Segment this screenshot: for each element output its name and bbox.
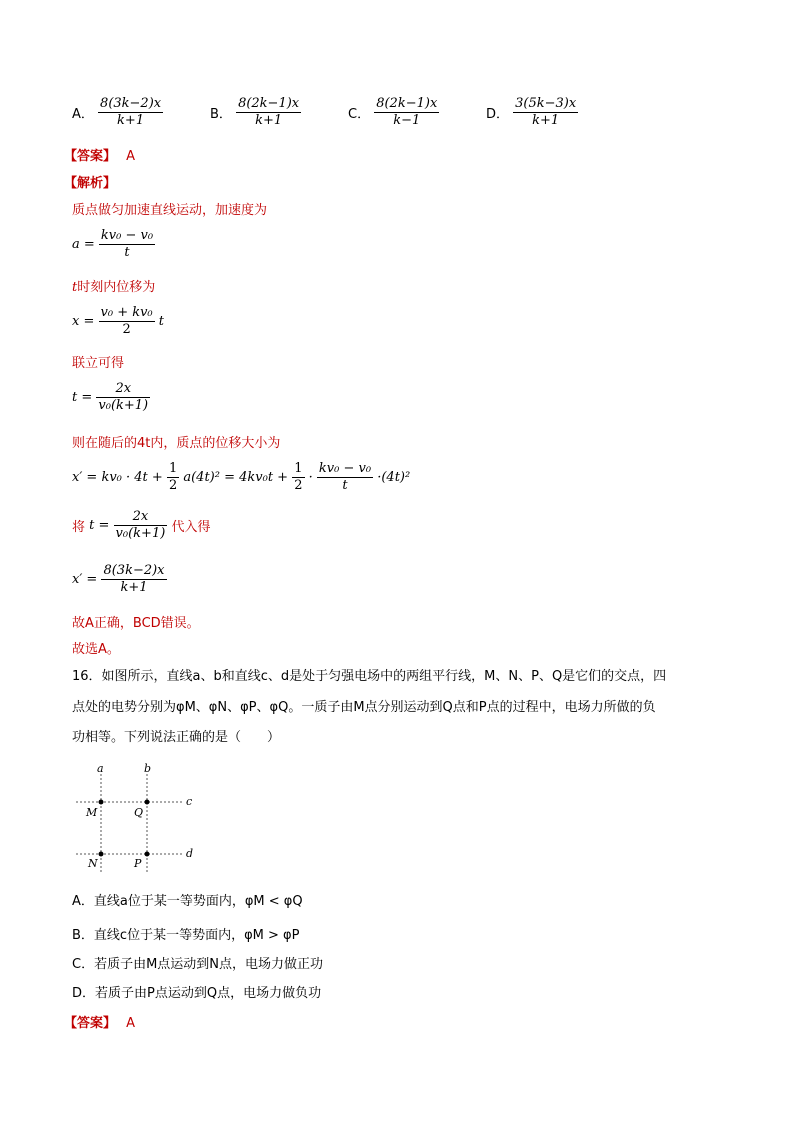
eq3-denominator: v₀(k+1) — [98, 398, 149, 413]
point-p — [145, 852, 150, 857]
equation-acceleration — [72, 228, 155, 261]
eq2-denominator: 2 — [99, 321, 155, 338]
eq2-fraction — [99, 305, 155, 338]
line5-pre: 将 — [72, 520, 86, 535]
eq4-half2-fraction — [292, 461, 304, 494]
eq1-numerator: kv₀ − v₀ — [100, 228, 154, 243]
line2-var: t — [72, 280, 78, 295]
parallel-lines-diagram — [70, 762, 200, 874]
question16-option-d: D．若质子由P点运动到Q点，电场力做负功 — [72, 986, 322, 1001]
line2-text: 时刻内位移为 — [77, 280, 156, 295]
line5-denominator: v₀(k+1) — [115, 526, 166, 541]
analysis-tag: 【解析】 — [64, 176, 117, 191]
analysis-line-7: 故选A。 — [72, 642, 120, 657]
analysis-line-6: 故A正确，BCD错误。 — [72, 616, 200, 631]
option-a-numerator: 8(3k−2)x — [100, 96, 162, 111]
label-n: N — [88, 857, 98, 870]
option-d-denominator: k+1 — [513, 112, 578, 129]
option-b-numerator: 8(2k−1)x — [238, 96, 300, 111]
eq4-half2-denominator: 2 — [294, 478, 303, 493]
equation-time — [72, 381, 150, 414]
equation-displacement — [72, 305, 164, 338]
option-a-fraction — [98, 96, 163, 129]
line5-post: 代入得 — [171, 520, 211, 535]
question16-option-a: A．直线a位于某一等势面内，φM < φQ — [72, 894, 303, 909]
eq1-fraction — [99, 228, 155, 261]
option-c — [348, 96, 439, 129]
label-m: M — [86, 806, 98, 819]
answer-line-2 — [64, 1012, 135, 1031]
eq6-fraction — [101, 563, 166, 596]
eq1-denominator: t — [99, 244, 155, 261]
equation-result — [72, 563, 167, 596]
option-d — [486, 96, 578, 129]
label-a: a — [97, 762, 104, 775]
analysis-line-1: 质点做匀加速直线运动，加速度为 — [72, 203, 268, 218]
answer2-tag: 【答案】 — [64, 1016, 117, 1031]
point-q — [145, 800, 150, 805]
line5-lhs: t = — [89, 518, 110, 533]
eq2-lhs: x = — [72, 314, 95, 329]
eq4-half-denominator: 2 — [168, 478, 178, 493]
question16-option-b: B．直线c位于某一等势面内，φM > φP — [72, 928, 300, 943]
question16-line-1: 16．如图所示，直线a、b和直线c、d是处于匀强电场中的两组平行线，M、N、P、Q是它们的交点，四 — [72, 669, 667, 684]
label-b: b — [144, 762, 152, 775]
line5-numerator: 2x — [132, 509, 149, 524]
eq4-half-fraction — [167, 461, 179, 494]
eq4-part-c: · — [308, 470, 313, 485]
answer2-value: A — [126, 1016, 136, 1031]
option-b-denominator: k+1 — [236, 112, 301, 129]
eq3-lhs: t = — [72, 390, 93, 405]
eq4-half2-numerator: 1 — [294, 461, 303, 476]
line5-fraction — [114, 509, 168, 542]
answer-line-1 — [64, 145, 135, 164]
eq1-lhs: a = — [72, 237, 95, 252]
analysis-line-3: 联立可得 — [72, 356, 125, 371]
option-d-numerator: 3(5k−3)x — [515, 96, 577, 111]
question16-line-2: 点处的电势分别为φM、φN、φP、φQ。一质子由M点分别运动到Q点和P点的过程中，电场力所做的负 — [72, 700, 656, 715]
analysis-line-4: 则在随后的4t内，质点的位移大小为 — [72, 436, 281, 451]
eq6-denominator: k+1 — [101, 579, 166, 596]
option-d-fraction — [513, 96, 578, 129]
eq2-numerator: v₀ + kv₀ — [100, 305, 153, 320]
option-b — [210, 96, 301, 129]
label-c: c — [186, 795, 193, 808]
eq4-part-a: x′ = kv₀ · 4t + — [72, 470, 163, 485]
eq4-accel-denominator: t — [317, 477, 373, 494]
question16-line-3: 功相等。下列说法正确的是（ ） — [72, 730, 281, 745]
answer-value: A — [126, 149, 136, 164]
eq3-numerator: 2x — [115, 381, 132, 396]
option-a-label: A． — [72, 107, 94, 122]
eq2-tail: t — [158, 314, 165, 329]
eq4-part-b: a(4t)² = 4kv₀t + — [183, 470, 289, 485]
label-d: d — [186, 847, 194, 860]
option-d-label: D． — [486, 107, 510, 122]
option-a-denominator: k+1 — [98, 112, 163, 129]
eq4-accel-numerator: kv₀ − v₀ — [318, 461, 372, 476]
eq4-accel-fraction — [317, 461, 373, 494]
question16-option-c: C．若质子由M点运动到N点，电场力做正功 — [72, 957, 324, 972]
eq4-part-d: ·(4t)² — [377, 470, 411, 485]
eq3-fraction — [96, 381, 150, 414]
point-n — [99, 852, 104, 857]
analysis-line-2 — [72, 276, 155, 295]
equation-displacement-4t — [72, 461, 410, 494]
option-b-label: B． — [210, 107, 232, 122]
point-m — [99, 800, 104, 805]
option-c-fraction — [374, 96, 439, 129]
option-b-fraction — [236, 96, 301, 129]
analysis-line-5 — [72, 509, 210, 542]
option-c-denominator: k−1 — [374, 112, 439, 129]
label-q: Q — [134, 806, 144, 819]
eq6-lhs: x′ = — [72, 572, 98, 587]
option-a — [72, 96, 163, 129]
option-c-label: C． — [348, 107, 371, 122]
eq6-numerator: 8(3k−2)x — [103, 563, 165, 578]
eq4-half-numerator: 1 — [168, 461, 178, 476]
option-c-numerator: 8(2k−1)x — [376, 96, 438, 111]
answer-tag: 【答案】 — [64, 149, 117, 164]
label-p: P — [134, 857, 142, 870]
